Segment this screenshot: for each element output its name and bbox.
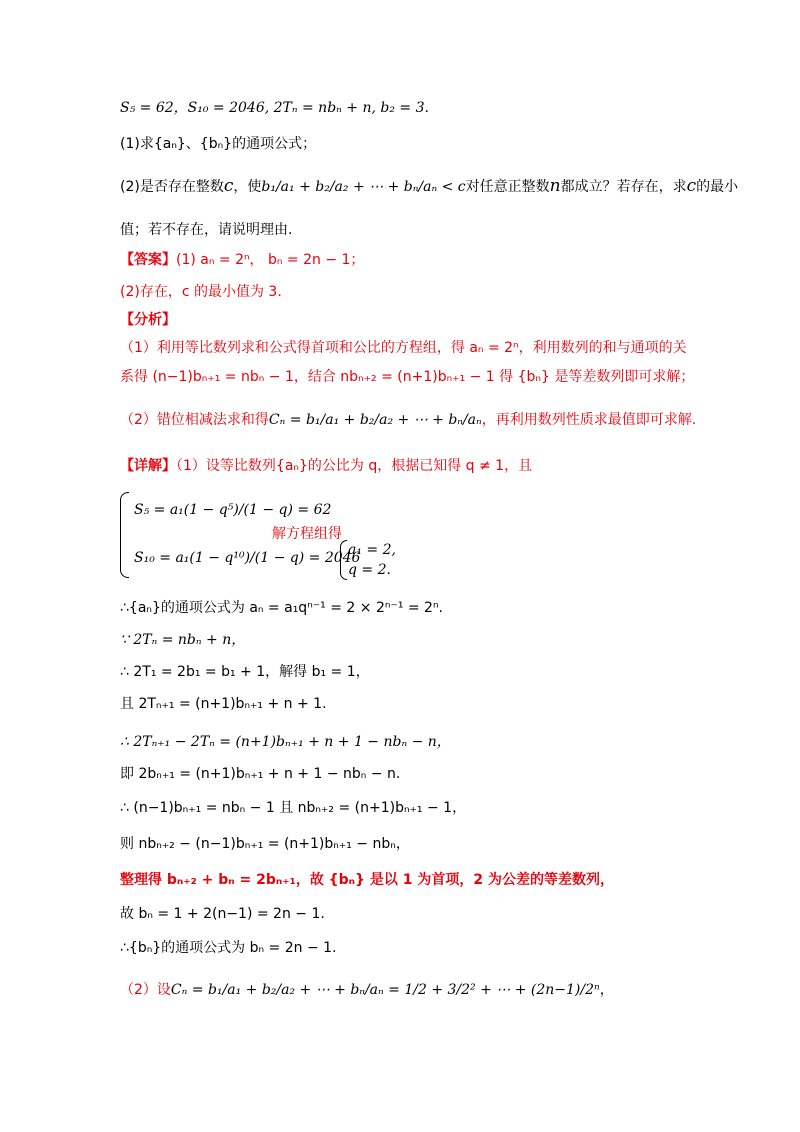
- detail-tag: 【详解】: [120, 458, 176, 474]
- detail-d8: 则 nbₙ₊₂ − (n−1)bₙ₊₁ = (n+1)bₙ₊₁ − nbₙ，: [120, 836, 410, 852]
- question-2-line1: (2)是否存在整数c，使b₁/a₁ + b₂/a₂ + ⋯ + bₙ/aₙ < c对任意正整数n都成立？若存在，求c的最小: [120, 176, 739, 196]
- detail-d7: ∴ (n−1)bₙ₊₁ = nbₙ − 1 且 nbₙ₊₂ = (n+1)bₙ₊₁ − 1，: [120, 800, 467, 816]
- solution-a1: a₁ = 2,: [348, 542, 396, 558]
- answer-tag: 【答案】: [120, 252, 176, 268]
- given-conditions: S₅ = 62，S₁₀ = 2046, 2Tₙ = nbₙ + n, b₂ = 3.: [120, 100, 429, 116]
- answer-line1: 【答案】(1) aₙ = 2ⁿ， bₙ = 2n − 1；: [120, 252, 365, 268]
- detail-d12: （2）设Cₙ = b₁/a₁ + b₂/a₂ + ⋯ + bₙ/aₙ = 1/2 + 3/2² + ⋯ + (2n−1)/2ⁿ，: [120, 982, 614, 998]
- system-brace: [120, 492, 129, 578]
- question-2-line2: 值；若不存在，请说明理由.: [120, 222, 293, 238]
- analysis-line3: （2）错位相减法求和得Cₙ = b₁/a₁ + b₂/a₂ + ⋯ + bₙ/aₙ，再利用数列性质求最值即可求解.: [120, 412, 697, 428]
- question-1: (1)求{aₙ}、{bₙ}的通项公式；: [120, 136, 317, 152]
- solve-label: 解方程组得: [272, 526, 342, 542]
- solution-brace: [340, 540, 347, 580]
- detail-d3: ∴ 2T₁ = 2b₁ = b₁ + 1，解得 b₁ = 1，: [120, 664, 370, 680]
- answer-line2: (2)存在，c 的最小值为 3.: [120, 284, 282, 300]
- detail-d10: 故 bₙ = 1 + 2(n−1) = 2n − 1.: [120, 906, 325, 922]
- detail-d6: 即 2bₙ₊₁ = (n+1)bₙ₊₁ + n + 1 − nbₙ − n.: [120, 766, 401, 782]
- analysis-tag: 【分析】: [120, 312, 176, 328]
- detail-d5: ∴ 2Tₙ₊₁ − 2Tₙ = (n+1)bₙ₊₁ + n + 1 − nbₙ − n，: [120, 734, 451, 750]
- detail-d4: 且 2Tₙ₊₁ = (n+1)bₙ₊₁ + n + 1.: [120, 696, 327, 712]
- detail-d9: 整理得 bₙ₊₂ + bₙ = 2bₙ₊₁，故 {bₙ} 是以 1 为首项，2 为公差的等差数列，: [120, 872, 614, 888]
- analysis-line2: 系得 (n−1)bₙ₊₁ = nbₙ − 1，结合 nbₙ₊₂ = (n+1)bₙ₊₁ − 1 得 {bₙ} 是等差数列即可求解；: [120, 369, 695, 385]
- analysis-line1: （1）利用等比数列求和公式得首项和公比的方程组，得 aₙ = 2ⁿ，利用数列的和与通项的关: [120, 340, 687, 356]
- system-eq1: S₅ = a₁(1 − q⁵)/(1 − q) = 62: [134, 502, 332, 518]
- sum-inequality: b₁/a₁ + b₂/a₂ + ⋯ + bₙ/aₙ < c: [261, 179, 466, 195]
- system-eq2: S₁₀ = a₁(1 − q¹⁰)/(1 − q) = 2046: [134, 550, 361, 566]
- solution-q: q = 2.: [348, 562, 391, 578]
- detail-line1: 【详解】（1）设等比数列{aₙ}的公比为 q，根据已知得 q ≠ 1，且: [120, 458, 533, 474]
- detail-d1: ∴{aₙ}的通项公式为 aₙ = a₁qⁿ⁻¹ = 2 × 2ⁿ⁻¹ = 2ⁿ.: [120, 600, 443, 616]
- detail-d11: ∴{bₙ}的通项公式为 bₙ = 2n − 1.: [120, 940, 337, 956]
- detail-d2: ∵ 2Tₙ = nbₙ + n，: [120, 632, 246, 648]
